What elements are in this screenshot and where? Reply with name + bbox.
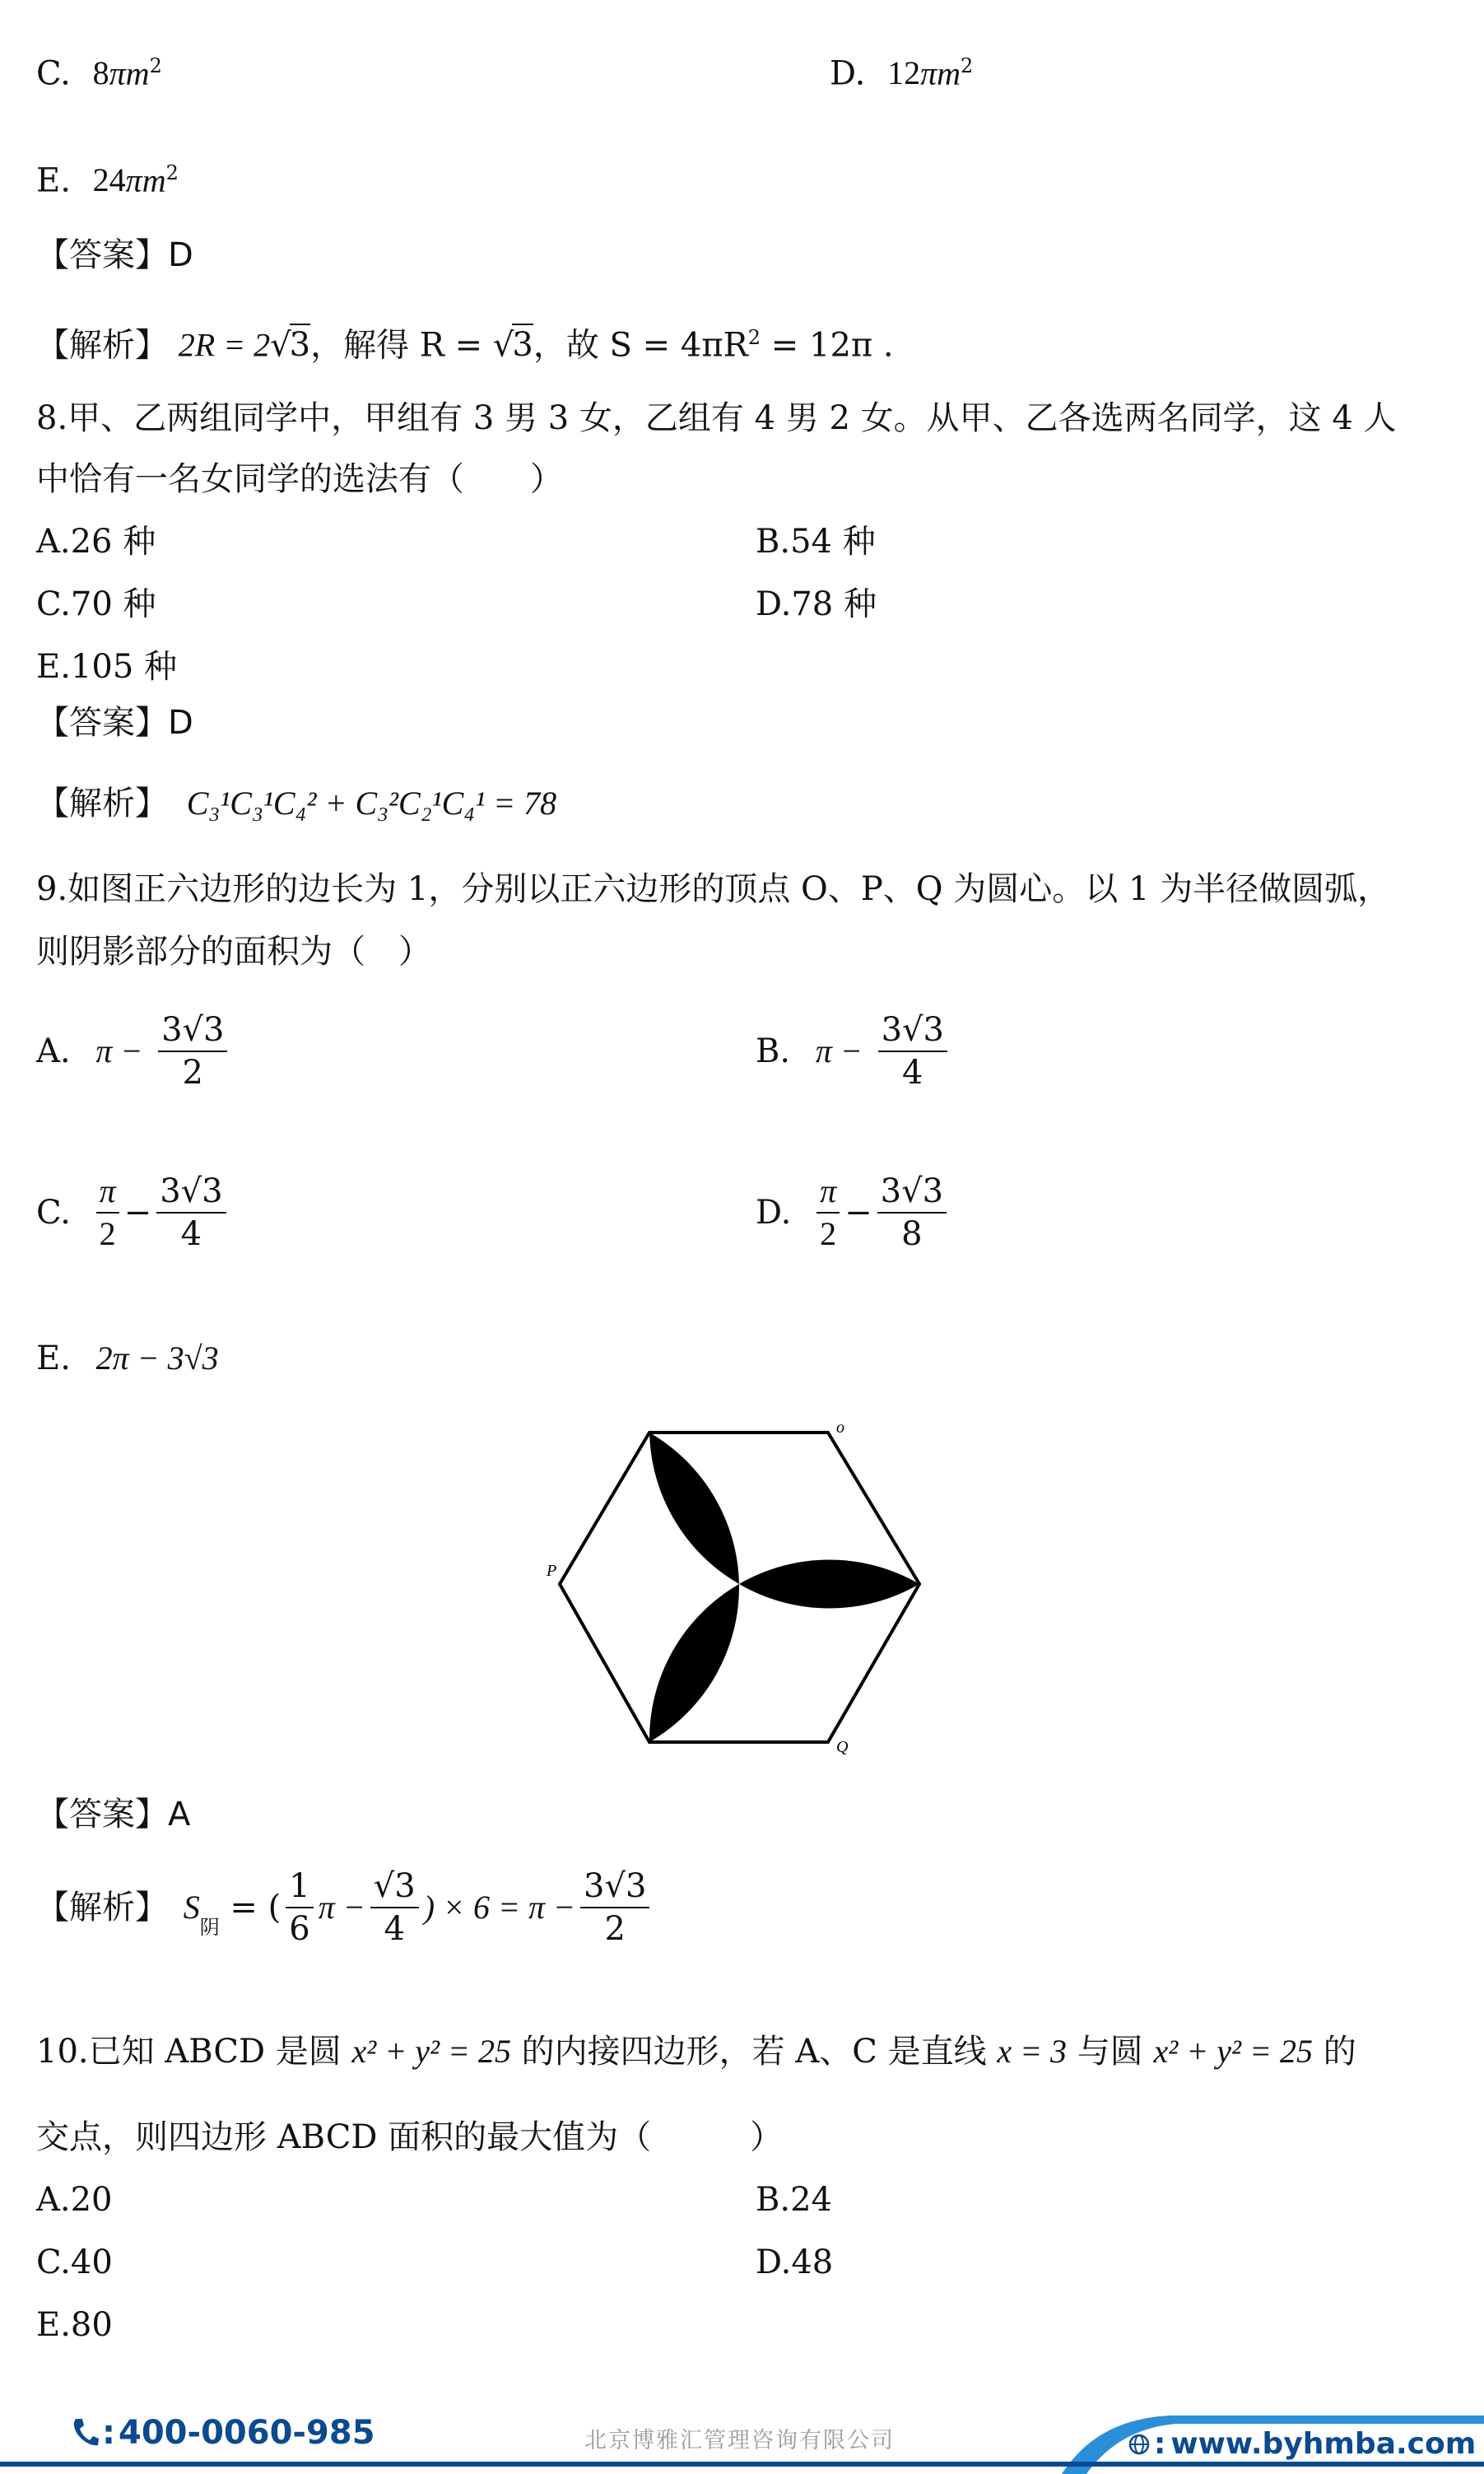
q8-analysis: 【解析】 C₃¹C₃¹C₄² + C₃²C₂¹C₄¹ = 78 — [36, 785, 557, 822]
q8-stem-line2: 中恰有一名女同学的选法有（ ） — [36, 460, 563, 498]
q10-stem-line1: 10.已知 ABCD 是圆 x² + y² = 25 的内接四边形，若 A、C 是直线 x = 3 与圆 x² + y² = 25 的 — [36, 2033, 1356, 2071]
q9-analysis: 【解析】 $S_阴$ = ( $\frac{1}{6}$ π − $\frac{√3}{4}$ ) × 6 = π − $\frac{3√3}{2}$ — [36, 1867, 654, 1948]
q8-option-c: C.70 种 — [36, 585, 156, 623]
figure-label-o: o — [836, 1419, 844, 1437]
q9-option-e: E. 2π − 3√3 — [36, 1340, 219, 1377]
footer-phone: 400-0060-985 — [119, 2414, 375, 2452]
q7-answer: 【答案】D — [36, 236, 193, 274]
q9-stem-line2: 则阴影部分的面积为（ ） — [36, 933, 431, 971]
footer-phone-block: : 400-0060-985 — [71, 2414, 375, 2452]
q8-option-a: A.26 种 — [36, 523, 156, 561]
q9-option-b: B. π − $\frac{3√3}{4}$ — [756, 1011, 952, 1092]
q9-option-c: C. $\frac{\pi}{2}$ − $\frac{3√3}{4}$ — [36, 1172, 231, 1253]
q10-stem-line2: 交点，则四边形 ABCD 面积的最大值为（ ） — [36, 2118, 784, 2156]
q7-option-d: D. $12\pi m^2$ — [830, 54, 974, 93]
footer-website[interactable]: www.byhmba.com — [1170, 2427, 1477, 2461]
q8-option-d: D.78 种 — [756, 585, 877, 623]
figure-label-q: Q — [836, 1738, 849, 1756]
q9-answer: 【答案】A — [36, 1796, 191, 1833]
q7-option-e: E. $24\pi m^2$ — [36, 161, 179, 200]
q9-stem-line1: 9.如图正六边形的边长为 1，分别以正六边形的顶点 O、P、Q 为圆心。以 1 为半径做圆弧， — [36, 870, 1391, 908]
q8-answer: 【答案】D — [36, 704, 193, 742]
phone-icon — [71, 2417, 99, 2448]
q10-option-b: B.24 — [756, 2181, 833, 2219]
q9-option-d: D. $\frac{\pi}{2}$ − $\frac{3√3}{8}$ — [756, 1172, 951, 1253]
q9-option-a: A. π − $\frac{3√3}{2}$ — [36, 1011, 232, 1092]
q8-option-e: E.105 种 — [36, 648, 177, 686]
footer — [0, 2388, 1484, 2474]
q10-option-d: D.48 — [756, 2243, 834, 2281]
q7-option-c: C. $8\pi m^2$ — [36, 54, 162, 93]
q8-option-b: B.54 种 — [756, 523, 876, 561]
q10-option-a: A.20 — [36, 2181, 113, 2219]
q7-analysis: 【解析】 2R = 2√3，解得 R = √3，故 $S = 4\pi R^2 = 12\pi$ . — [36, 318, 894, 365]
q10-option-c: C.40 — [36, 2243, 113, 2281]
footer-company: 北京博雅汇管理咨询有限公司 — [584, 2428, 895, 2453]
globe-icon — [1128, 2433, 1151, 2456]
figure-label-p: P — [547, 1562, 557, 1580]
q10-option-e: E.80 — [36, 2306, 113, 2344]
footer-site-block: : www.byhmba.com — [1128, 2427, 1476, 2461]
q8-stem-line1: 8.甲、乙两组同学中，甲组有 3 男 3 女，乙组有 4 男 2 女。从甲、乙各选两名同学，这 4 人 — [36, 399, 1397, 437]
hexagon-figure — [527, 1400, 955, 1762]
